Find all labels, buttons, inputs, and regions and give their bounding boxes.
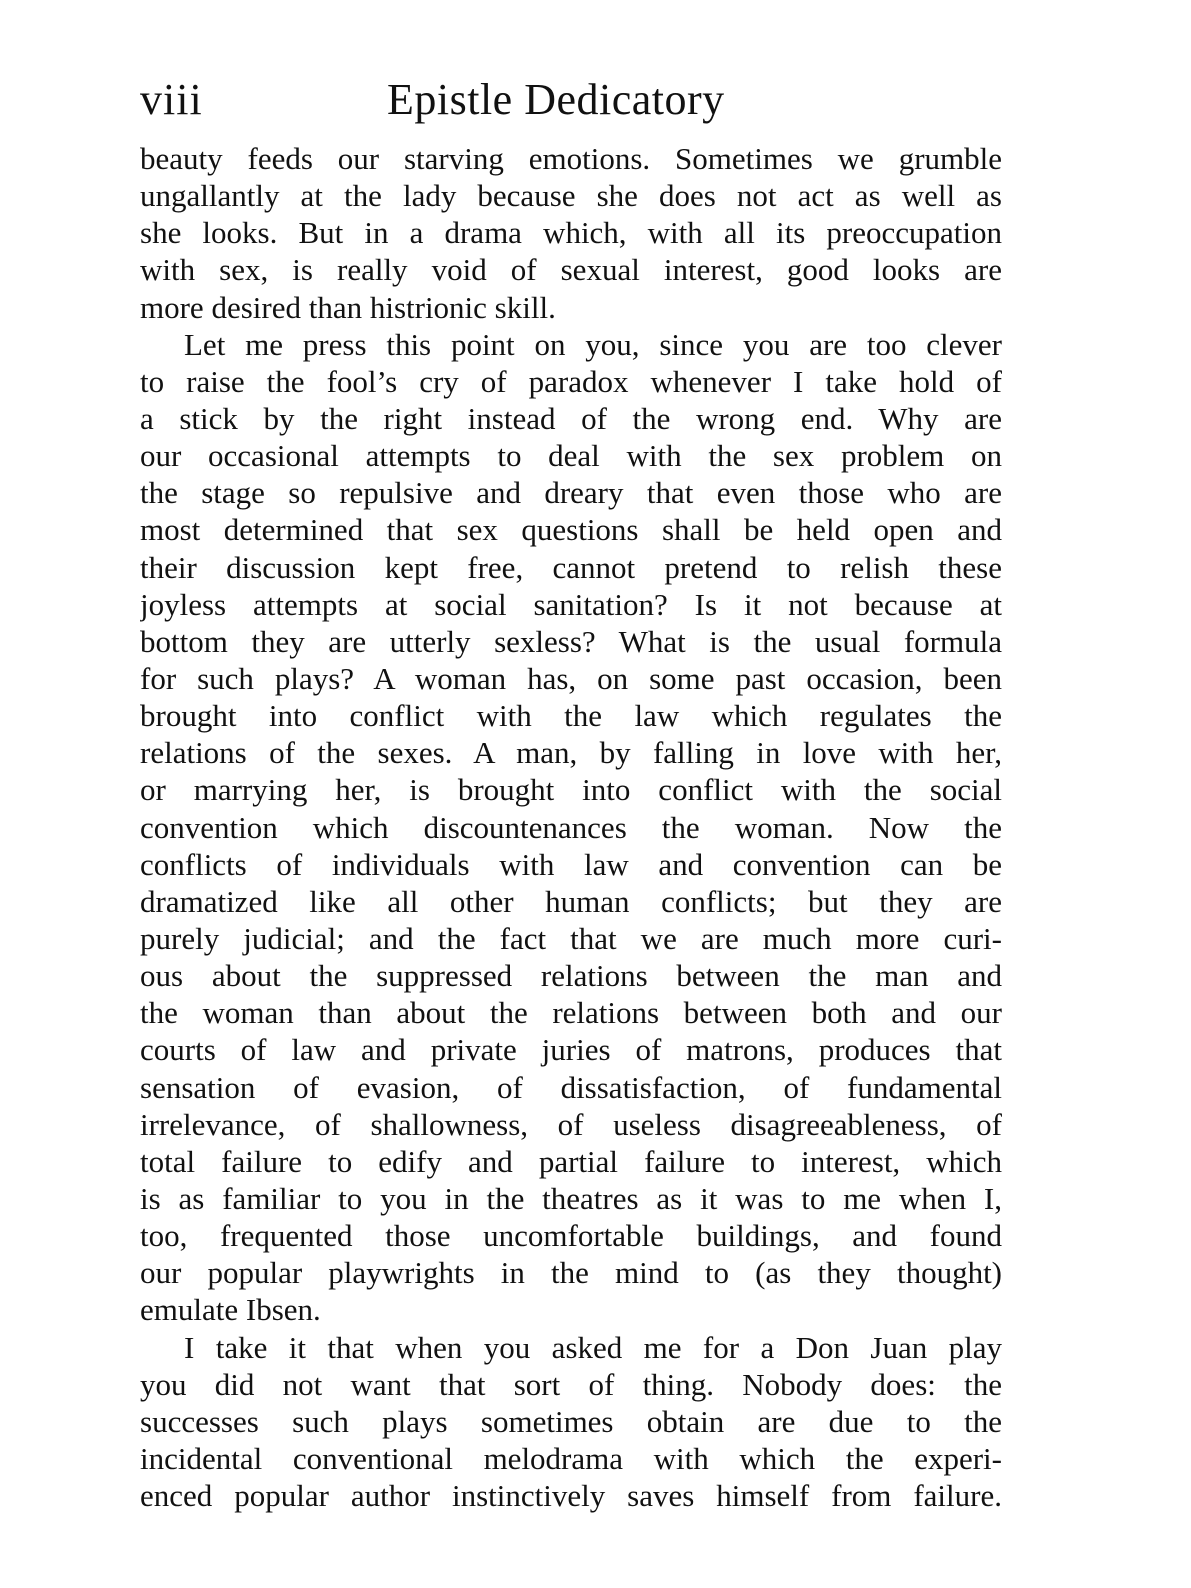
text-line: our occasional attempts to deal with the sex problem on (140, 438, 1002, 474)
text-line: conflicts of individuals with law and convention can be (140, 846, 1002, 882)
body-text (140, 140, 1002, 1514)
text-line: she looks. But in a drama which, with all its preoccupation (140, 215, 1002, 251)
text-line: incidental conventional melodrama with which the experi- (140, 1440, 1002, 1476)
text-line: ous about the suppressed relations between the man and (140, 958, 1002, 994)
text-line: relations of the sexes. A man, by falling in love with her, (140, 735, 1002, 771)
text-line: is as familiar to you in the theatres as it was to me when I, (140, 1180, 1002, 1216)
text-line: beauty feeds our starving emotions. Sometimes we grumble (140, 141, 1002, 176)
text-line: too, frequented those uncomfortable buildings, and found (140, 1218, 1002, 1254)
page-number: viii (140, 75, 203, 124)
text-line: their discussion kept free, cannot pretend to relish these (140, 549, 1002, 585)
text-line: you did not want that sort of thing. Nobody does: the (140, 1366, 1002, 1402)
text-line: the woman than about the relations between both and our (140, 995, 1002, 1031)
text-line: ungallantly at the lady because she does not act as well as (140, 178, 1002, 214)
text-line: to raise the fool’s cry of paradox whenever I take hold of (140, 363, 1002, 399)
text-line: sensation of evasion, of dissatisfaction, of fundamental (140, 1069, 1002, 1105)
text-line: enced popular author instinctively saves himself from failure. (140, 1478, 1002, 1514)
text-line: successes such plays sometimes obtain are due to the (140, 1403, 1002, 1439)
text-line: most determined that sex questions shall be held open and (140, 512, 1002, 548)
text-line: bottom they are utterly sexless? What is the usual formula (140, 623, 1002, 659)
text-line: with sex, is really void of sexual interest, good looks are (140, 252, 1002, 288)
text-line: total failure to edify and partial failure to interest, which (140, 1143, 1002, 1179)
text-line: for such plays? A woman has, on some past occasion, been (140, 660, 1002, 696)
text-line: joyless attempts at social sanitation? Is it not because at (140, 586, 1002, 622)
text-line: our popular playwrights in the mind to (as they thought) (140, 1255, 1002, 1291)
text-line: brought into conflict with the law which regulates the (140, 698, 1002, 734)
book-page (140, 75, 1002, 1514)
text-line: more desired than histrionic skill. (140, 289, 556, 325)
text-line: a stick by the right instead of the wrong end. Why are (140, 400, 1002, 436)
paragraph-first-line: I take it that when you asked me for a Don Juan play (184, 1329, 1002, 1365)
text-line: irrelevance, of shallowness, of useless disagreeableness, of (140, 1106, 1002, 1142)
text-line: emulate Ibsen. (140, 1292, 321, 1328)
text-line: convention which discountenances the woman. Now the (140, 809, 1002, 845)
text-line: dramatized like all other human conflicts; but they are (140, 883, 1002, 919)
running-title: Epistle Dedicatory (387, 75, 725, 124)
text-line: the stage so repulsive and dreary that even those who are (140, 475, 1002, 511)
page-header (140, 75, 1002, 140)
text-line: courts of law and private juries of matrons, produces that (140, 1032, 1002, 1068)
paragraph-first-line: Let me press this point on you, since you are too clever (184, 326, 1002, 362)
text-line: purely judicial; and the fact that we are much more curi- (140, 920, 1002, 956)
text-line: or marrying her, is brought into conflict with the social (140, 772, 1002, 808)
